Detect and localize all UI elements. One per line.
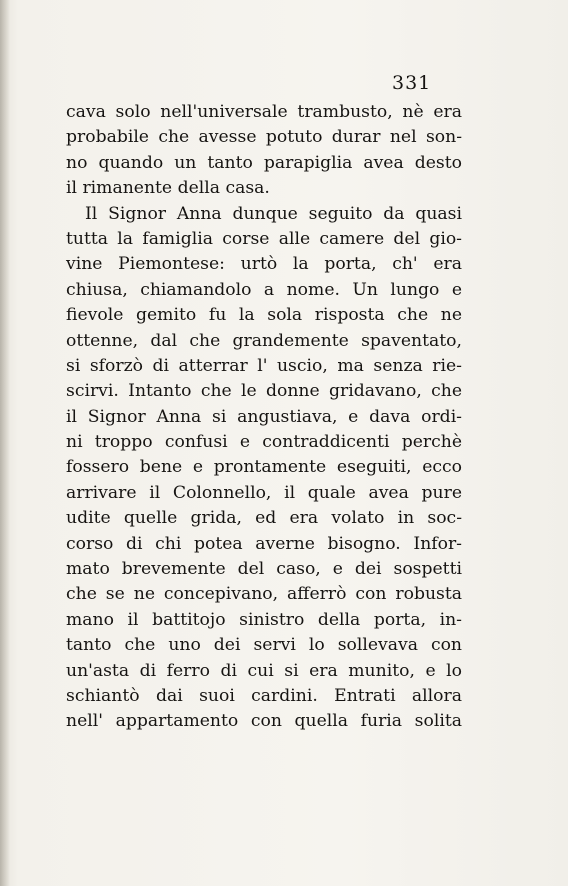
paragraph-first-line: Il Signor Anna dunque seguito da quasi: [85, 203, 462, 224]
text-line: scirvi. Intanto che le donne gridavano, che: [66, 381, 462, 402]
page-number: 331: [392, 72, 432, 94]
text-line: si sforzò di atterrar l' uscio, ma senza rie-: [66, 355, 462, 376]
text-line: vine Piemontese: urtò la porta, ch' era: [66, 254, 462, 275]
text-line: ni troppo confusi e contraddicenti perchè: [66, 432, 462, 453]
text-line: mato brevemente del caso, e dei sospetti: [66, 559, 462, 580]
text-line: un'asta di ferro di cui si era munito, e lo: [66, 660, 462, 681]
text-line: arrivare il Colonnello, il quale avea pure: [66, 482, 462, 503]
text-line: il Signor Anna si angustiava, e dava ordi-: [66, 406, 462, 427]
text-line: tutta la famiglia corse alle camere del gio-: [66, 228, 462, 249]
text-line: ottenne, dal che grandemente spaventato,: [66, 330, 462, 351]
text-line: mano il battitojo sinistro della porta, in-: [66, 609, 462, 630]
text-line: udite quelle grida, ed era volato in soc-: [66, 508, 462, 529]
text-line: cava solo nell'universale trambusto, nè era: [66, 102, 462, 122]
page-binding-edge: [0, 0, 10, 886]
text-line: schiantò dai suoi cardini. Entrati allora: [66, 685, 462, 706]
text-line: che se ne concepivano, afferrò con robusta: [66, 584, 462, 605]
text-line: fossero bene e prontamente eseguiti, ecco: [66, 457, 462, 478]
text-line: chiusa, chiamandolo a nome. Un lungo e: [66, 279, 462, 300]
text-line: corso di chi potea averne bisogno. Infor-: [66, 533, 462, 554]
text-line: tanto che uno dei servi lo sollevava con: [66, 635, 462, 656]
text-line: nell' appartamento con quella furia solita: [66, 711, 462, 732]
text-line: no quando un tanto parapiglia avea desto: [66, 152, 462, 173]
text-line: il rimanente della casa.: [66, 178, 270, 199]
body-text: [66, 100, 462, 735]
text-line: probabile che avesse potuto durar nel son-: [66, 127, 462, 148]
text-line: fievole gemito fu la sola risposta che ne: [66, 305, 462, 326]
